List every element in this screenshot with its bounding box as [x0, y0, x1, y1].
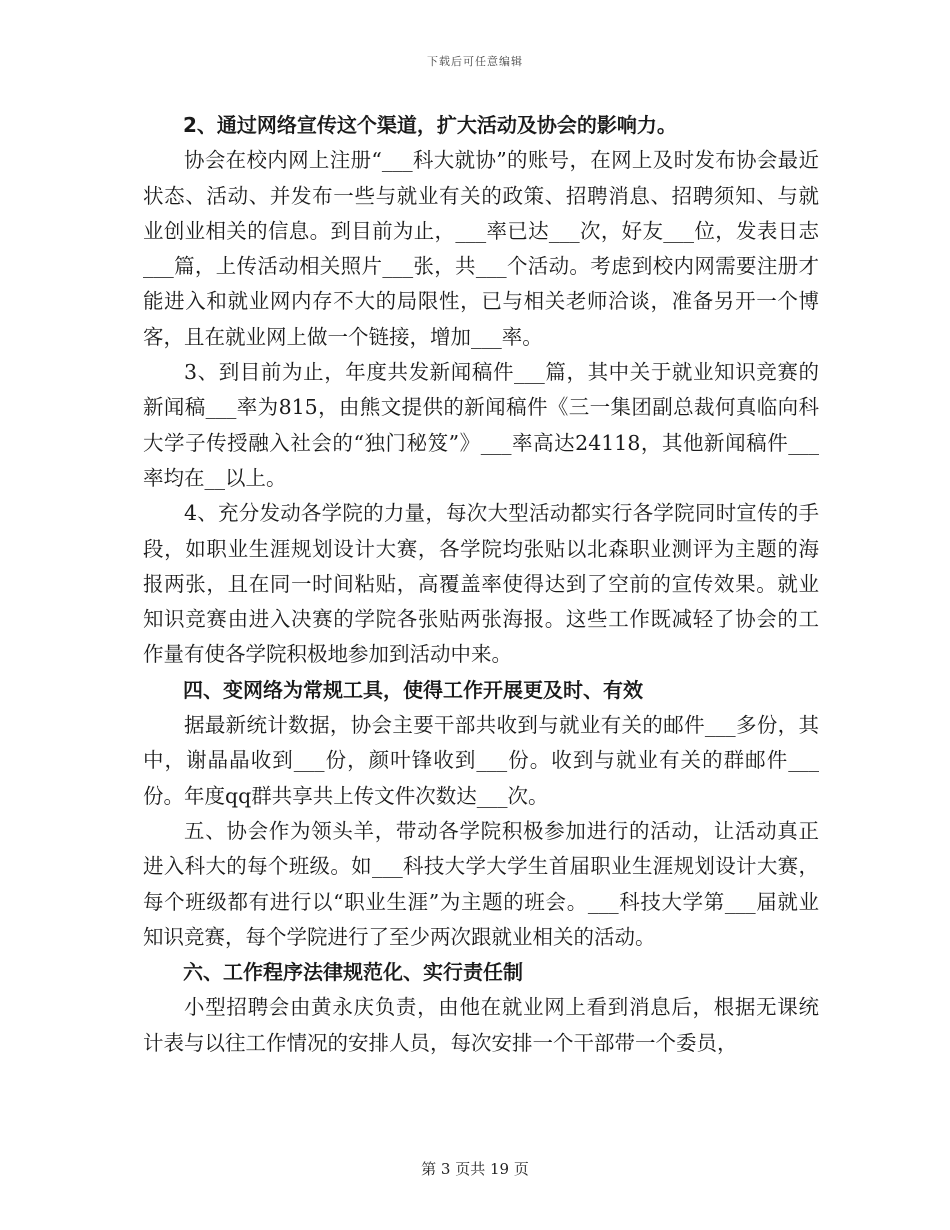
section-heading-responsibility: 六、工作程序法律规范化、实行责任制 [183, 960, 523, 985]
section-heading-network-tool: 四、变网络为常规工具，使得工作开展更及时、有效 [183, 677, 643, 702]
page-header: 下载后可任意编辑 [427, 55, 523, 68]
page-footer: 第 3 页共 19 页 [421, 1160, 529, 1178]
paragraph-leading-role: 五、协会作为领头羊，带动各学院积极参加进行的活动，让活动真正进入科大的每个班级。如___科技大学大学生首届职业生涯规划设计大赛，每个班级都有进行以“职业生涯”为主题的班会。___科技大学第___届就业知识竞赛，每个学院进行了至少两次跟就业相关的活动。 [143, 818, 819, 949]
paragraph-renren-account: 协会在校内网上注册“___科大就协”的账号，在网上及时发布协会最近状态、活动、并发布一些与就业有关的政策、招聘消息、招聘须知、与就业创业相关的信息。到目前为止，___率已达___次，好友___位，发表日志___篇，上传活动相关照片___张，共___个活动。考虑到校内网需要注册才能进入和就业网内存不大的局限性，已与相关老师洽谈，准备另开一个博客，且在就业网上做一个链接，增加___率。 [143, 148, 819, 349]
section-heading-network-promotion: 2、通过网络宣传这个渠道，扩大活动及协会的影响力。 [183, 113, 677, 137]
document-body [143, 108, 819, 1061]
paragraph-college-mobilization: 4、充分发动各学院的力量，每次大型活动都实行各学院同时宣传的手段，如职业生涯规划设计大赛，各学院均张贴以北森职业测评为主题的海报两张，且在同一时间粘贴，高覆盖率使得达到了空前的宣传效果。就业知识竞赛由进入决赛的学院各张贴两张海报。这些工作既减轻了协会的工作量有使各学院积极地参加到活动中来。 [143, 501, 819, 667]
paragraph-job-fair: 小型招聘会由黄永庆负责，由他在就业网上看到消息后，根据无课统计表与以往工作情况的安排人员，每次安排一个干部带一个委员， [143, 995, 819, 1055]
paragraph-email-statistics: 据最新统计数据，协会主要干部共收到与就业有关的邮件___多份，其中，谢晶晶收到___份，颜叶锋收到___份。收到与就业有关的群邮件___份。年度qq群共享共上传文件次数达___次。 [143, 713, 819, 808]
paragraph-news-articles: 3、到目前为止，年度共发新闻稿件___篇，其中关于就业知识竞赛的新闻稿___率为815，由熊文提供的新闻稿件《三一集团副总裁何真临向科大学子传授融入社会的“独门秘笈”》___率高达24118，其他新闻稿件___率均在__以上。 [143, 360, 819, 490]
